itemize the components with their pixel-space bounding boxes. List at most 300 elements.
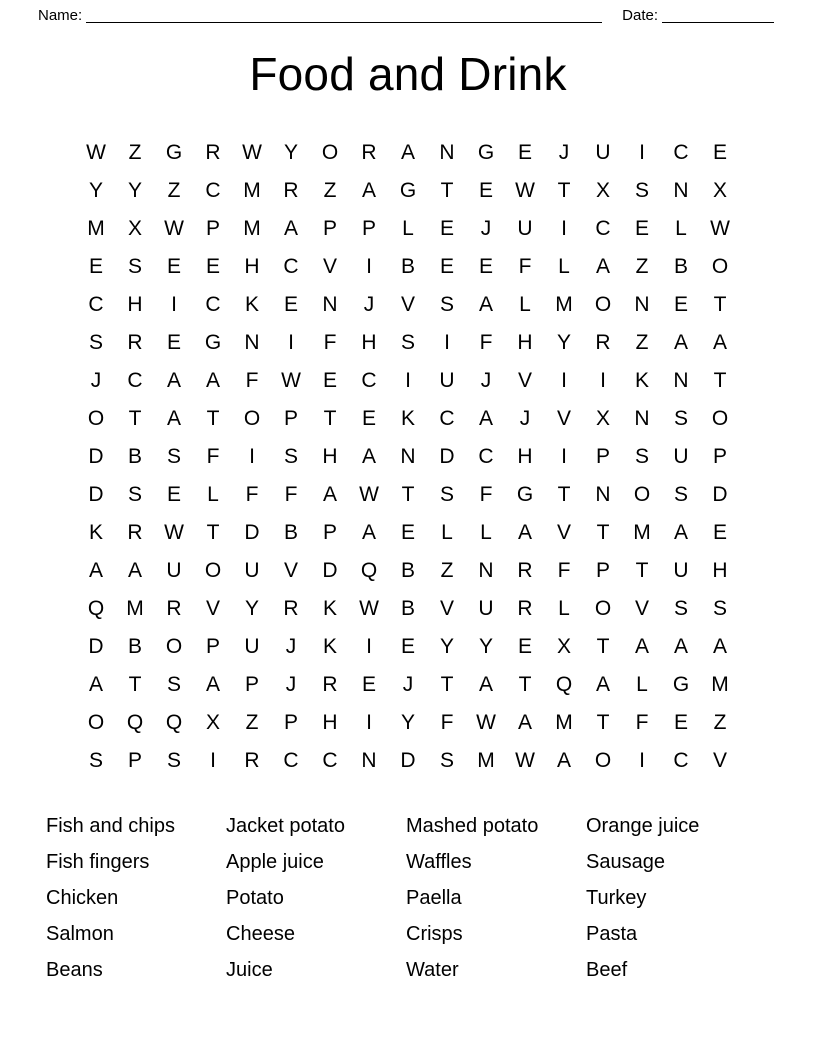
grid-cell: R	[322, 673, 338, 696]
grid-cell: Y	[283, 141, 298, 164]
grid-row	[78, 134, 738, 172]
grid-cell: U	[517, 217, 533, 240]
word-list-item: Sausage	[586, 851, 665, 873]
grid-cell: Y	[400, 711, 415, 734]
grid-cell: K	[88, 521, 103, 544]
grid-cell: H	[244, 255, 260, 278]
grid-cell: E	[400, 521, 415, 544]
grid-cell: N	[634, 293, 650, 316]
grid-cell: P	[283, 711, 298, 734]
grid-cell: Q	[165, 711, 183, 734]
grid-cell: S	[634, 445, 649, 468]
grid-cell: Y	[244, 597, 259, 620]
grid-cell: S	[439, 483, 454, 506]
grid-cell: C	[322, 749, 338, 772]
page-title: Food and Drink	[249, 48, 567, 100]
grid-cell: T	[713, 369, 727, 392]
grid-cell: T	[206, 407, 220, 430]
grid-cell: T	[323, 407, 337, 430]
grid-cell: W	[515, 179, 535, 202]
grid-cell: H	[322, 711, 338, 734]
grid-cell: I	[639, 749, 645, 772]
grid-cell: F	[206, 445, 220, 468]
grid-cell: U	[673, 559, 689, 582]
grid-cell: E	[478, 255, 493, 278]
grid-cell: V	[283, 559, 298, 582]
word-list-item: Beans	[46, 959, 103, 981]
word-list-item: Chicken	[46, 887, 119, 909]
grid-cell: E	[673, 711, 688, 734]
grid-cell: S	[673, 597, 688, 620]
grid-cell: A	[634, 635, 649, 658]
grid-cell: D	[400, 749, 416, 772]
grid-cell: D	[712, 483, 728, 506]
word-list-item: Water	[406, 959, 459, 981]
grid-cell: B	[400, 255, 415, 278]
grid-cell: P	[244, 673, 259, 696]
grid-cell: U	[673, 445, 689, 468]
grid-row	[78, 362, 738, 400]
grid-cell: G	[204, 331, 222, 354]
grid-cell: A	[478, 673, 493, 696]
grid-cell: P	[595, 559, 610, 582]
grid-cell: P	[127, 749, 142, 772]
grid-cell: L	[480, 521, 492, 544]
grid-cell: L	[558, 255, 570, 278]
grid-cell: U	[244, 559, 260, 582]
grid-cell: G	[399, 179, 417, 202]
grid-cell: I	[366, 711, 372, 734]
word-list-item: Potato	[226, 887, 284, 909]
grid-cell: Z	[128, 141, 142, 164]
grid-cell: V	[400, 293, 415, 316]
grid-cell: R	[127, 331, 143, 354]
grid-cell: P	[595, 445, 610, 468]
grid-cell: E	[634, 217, 649, 240]
grid-cell: V	[205, 597, 220, 620]
grid-cell: E	[361, 407, 376, 430]
grid-cell: O	[594, 597, 612, 620]
grid-cell: C	[673, 141, 689, 164]
grid-cell: P	[322, 521, 337, 544]
grid-cell: W	[242, 141, 262, 164]
grid-cell: N	[361, 749, 377, 772]
grid-cell: B	[283, 521, 298, 544]
grid-cell: A	[595, 255, 610, 278]
grid-row	[78, 704, 738, 742]
grid-cell: T	[596, 711, 610, 734]
grid-cell: O	[204, 559, 222, 582]
grid-cell: T	[635, 559, 649, 582]
grid-cell: E	[439, 217, 454, 240]
grid-cell: A	[478, 407, 493, 430]
grid-cell: T	[128, 673, 142, 696]
grid-row	[78, 628, 738, 666]
grid-cell: N	[478, 559, 494, 582]
grid-cell: D	[88, 483, 104, 506]
grid-cell: W	[476, 711, 496, 734]
grid-cell: I	[561, 369, 567, 392]
grid-cell: T	[596, 635, 610, 658]
grid-cell: E	[166, 255, 181, 278]
grid-cell: O	[711, 255, 729, 278]
grid-cell: D	[88, 445, 104, 468]
grid-row	[78, 476, 738, 514]
grid-cell: I	[561, 445, 567, 468]
grid-cell: E	[439, 255, 454, 278]
word-list-item: Waffles	[406, 851, 472, 873]
grid-cell: A	[361, 179, 376, 202]
grid-cell: Q	[126, 711, 144, 734]
grid-cell: E	[361, 673, 376, 696]
grid-cell: M	[243, 179, 261, 202]
grid-cell: R	[517, 597, 533, 620]
grid-cell: A	[673, 635, 688, 658]
grid-row	[78, 172, 738, 210]
grid-cell: N	[595, 483, 611, 506]
grid-cell: U	[439, 369, 455, 392]
grid-cell: W	[710, 217, 730, 240]
grid-cell: S	[166, 673, 181, 696]
grid-cell: B	[673, 255, 688, 278]
grid-cell: H	[361, 331, 377, 354]
grid-cell: E	[478, 179, 493, 202]
grid-cell: E	[166, 331, 181, 354]
grid-cell: Z	[167, 179, 181, 202]
grid-cell: I	[639, 141, 645, 164]
grid-cell: Y	[88, 179, 103, 202]
grid-cell: K	[400, 407, 415, 430]
grid-cell: Z	[440, 559, 454, 582]
grid-cell: A	[517, 521, 532, 544]
grid-cell: T	[128, 407, 142, 430]
grid-cell: V	[322, 255, 337, 278]
grid-row	[78, 324, 738, 362]
grid-cell: S	[127, 255, 142, 278]
grid-cell: R	[517, 559, 533, 582]
grid-cell: S	[673, 483, 688, 506]
grid-cell: Z	[245, 711, 259, 734]
grid-cell: Y	[556, 331, 571, 354]
grid-cell: P	[205, 635, 220, 658]
grid-cell: S	[166, 749, 181, 772]
grid-cell: W	[359, 483, 379, 506]
grid-cell: D	[88, 635, 104, 658]
grid-cell: F	[479, 331, 493, 354]
grid-cell: E	[283, 293, 298, 316]
grid-cell: C	[205, 179, 221, 202]
grid-cell: F	[518, 255, 532, 278]
grid-cell: J	[402, 673, 414, 696]
grid-cell: H	[712, 559, 728, 582]
grid-cell: K	[322, 597, 337, 620]
grid-cell: N	[400, 445, 416, 468]
grid-cell: G	[516, 483, 534, 506]
grid-cell: T	[401, 483, 415, 506]
grid-cell: J	[480, 217, 492, 240]
grid-cell: X	[127, 217, 142, 240]
grid-cell: B	[127, 635, 142, 658]
grid-cell: L	[636, 673, 648, 696]
grid-cell: S	[88, 749, 103, 772]
grid-row	[78, 666, 738, 704]
grid-cell: C	[205, 293, 221, 316]
name-write-line	[86, 8, 602, 23]
grid-cell: I	[405, 369, 411, 392]
grid-cell: M	[633, 521, 651, 544]
grid-cell: Z	[635, 331, 649, 354]
grid-cell: K	[244, 293, 259, 316]
grid-cell: O	[87, 407, 105, 430]
grid-cell: C	[127, 369, 143, 392]
grid-cell: I	[249, 445, 255, 468]
grid-cell: K	[322, 635, 337, 658]
word-list-item: Salmon	[46, 923, 114, 945]
date-write-line	[662, 8, 774, 23]
grid-cell: X	[205, 711, 220, 734]
grid-cell: W	[281, 369, 301, 392]
grid-cell: G	[477, 141, 495, 164]
grid-cell: N	[673, 179, 689, 202]
grid-cell: S	[88, 331, 103, 354]
grid-cell: O	[87, 711, 105, 734]
grid-cell: Z	[635, 255, 649, 278]
grid-cell: G	[165, 141, 183, 164]
grid-cell: Z	[323, 179, 337, 202]
grid-cell: P	[322, 217, 337, 240]
grid-cell: D	[322, 559, 338, 582]
grid-cell: W	[515, 749, 535, 772]
grid-cell: E	[517, 141, 532, 164]
grid-cell: I	[444, 331, 450, 354]
grid-cell: V	[556, 521, 571, 544]
grid-cell: P	[712, 445, 727, 468]
grid-cell: F	[557, 559, 571, 582]
grid-cell: N	[673, 369, 689, 392]
grid-cell: O	[711, 407, 729, 430]
grid-cell: O	[633, 483, 651, 506]
grid-cell: I	[366, 635, 372, 658]
grid-cell: N	[634, 407, 650, 430]
grid-cell: M	[243, 217, 261, 240]
grid-cell: E	[205, 255, 220, 278]
grid-cell: A	[673, 331, 688, 354]
grid-cell: J	[480, 369, 492, 392]
grid-cell: S	[400, 331, 415, 354]
grid-cell: E	[712, 141, 727, 164]
grid-cell: W	[164, 217, 184, 240]
grid-cell: H	[517, 331, 533, 354]
grid-cell: A	[205, 673, 220, 696]
grid-cell: H	[322, 445, 338, 468]
grid-cell: T	[440, 179, 454, 202]
grid-cell: F	[635, 711, 649, 734]
grid-cell: C	[361, 369, 377, 392]
grid-cell: X	[595, 179, 610, 202]
grid-cell: F	[479, 483, 493, 506]
grid-cell: N	[322, 293, 338, 316]
grid-cell: Q	[87, 597, 105, 620]
grid-cell: T	[557, 179, 571, 202]
grid-cell: W	[164, 521, 184, 544]
grid-row	[78, 400, 738, 438]
grid-cell: U	[595, 141, 611, 164]
grid-cell: M	[711, 673, 729, 696]
grid-cell: M	[87, 217, 105, 240]
grid-cell: E	[166, 483, 181, 506]
grid-cell: C	[283, 255, 299, 278]
grid-cell: A	[517, 711, 532, 734]
grid-cell: X	[595, 407, 610, 430]
grid-row	[78, 552, 738, 590]
grid-cell: B	[400, 597, 415, 620]
grid-cell: S	[439, 749, 454, 772]
grid-cell: R	[283, 179, 299, 202]
grid-cell: U	[166, 559, 182, 582]
grid-cell: R	[127, 521, 143, 544]
word-list-item: Fish and chips	[46, 815, 175, 837]
grid-cell: I	[600, 369, 606, 392]
grid-cell: R	[595, 331, 611, 354]
grid-cell: L	[441, 521, 453, 544]
grid-cell: A	[556, 749, 571, 772]
grid-cell: D	[439, 445, 455, 468]
grid-cell: A	[166, 369, 181, 392]
grid-cell: G	[672, 673, 690, 696]
grid-cell: I	[288, 331, 294, 354]
grid-cell: A	[712, 331, 727, 354]
grid-cell: R	[283, 597, 299, 620]
grid-cell: K	[634, 369, 649, 392]
grid-cell: Q	[555, 673, 573, 696]
grid-cell: E	[88, 255, 103, 278]
grid-cell: L	[675, 217, 687, 240]
grid-cell: D	[244, 521, 260, 544]
grid-cell: M	[555, 711, 573, 734]
grid-cell: V	[634, 597, 649, 620]
grid-cell: H	[127, 293, 143, 316]
grid-cell: A	[673, 521, 688, 544]
grid-cell: F	[245, 483, 259, 506]
grid-cell: C	[88, 293, 104, 316]
word-list-item: Crisps	[406, 923, 463, 945]
word-list-column	[226, 808, 406, 988]
grid-cell: A	[361, 445, 376, 468]
name-label: Name:	[38, 7, 83, 24]
grid-cell: F	[440, 711, 454, 734]
grid-cell: O	[321, 141, 339, 164]
word-list-item: Orange juice	[586, 815, 700, 837]
grid-cell: C	[595, 217, 611, 240]
grid-cell: J	[363, 293, 375, 316]
grid-cell: V	[517, 369, 532, 392]
grid-cell: A	[595, 673, 610, 696]
word-list-item: Beef	[586, 959, 628, 981]
word-list-item: Turkey	[586, 887, 647, 909]
grid-cell: L	[207, 483, 219, 506]
grid-cell: T	[440, 673, 454, 696]
word-list-item: Jacket potato	[226, 815, 345, 837]
grid-cell: F	[323, 331, 337, 354]
grid-cell: H	[517, 445, 533, 468]
grid-cell: S	[673, 407, 688, 430]
grid-cell: O	[243, 407, 261, 430]
grid-cell: L	[558, 597, 570, 620]
grid-cell: A	[322, 483, 337, 506]
grid-cell: C	[478, 445, 494, 468]
word-list-item: Mashed potato	[406, 815, 539, 837]
grid-cell: T	[518, 673, 532, 696]
grid-cell: R	[166, 597, 182, 620]
grid-cell: Q	[360, 559, 378, 582]
header-row	[36, 6, 780, 24]
grid-cell: A	[205, 369, 220, 392]
word-list-item: Cheese	[226, 923, 295, 945]
grid-cell: S	[283, 445, 298, 468]
grid-cell: B	[127, 445, 142, 468]
grid-cell: N	[439, 141, 455, 164]
word-list	[46, 808, 786, 988]
grid-cell: O	[165, 635, 183, 658]
grid-cell: V	[712, 749, 727, 772]
grid-cell: O	[594, 293, 612, 316]
grid-cell: T	[713, 293, 727, 316]
grid-cell: W	[86, 141, 106, 164]
grid-cell: E	[712, 521, 727, 544]
word-list-item: Apple juice	[226, 851, 324, 873]
grid-cell: J	[519, 407, 531, 430]
grid-cell: S	[166, 445, 181, 468]
grid-cell: X	[556, 635, 571, 658]
grid-cell: E	[673, 293, 688, 316]
grid-cell: F	[245, 369, 259, 392]
grid-cell: S	[439, 293, 454, 316]
word-list-item: Paella	[406, 887, 462, 909]
grid-cell: U	[478, 597, 494, 620]
grid-cell: A	[127, 559, 142, 582]
grid-cell: Z	[713, 711, 727, 734]
grid-cell: W	[359, 597, 379, 620]
word-list-item: Pasta	[586, 923, 638, 945]
grid-cell: T	[206, 521, 220, 544]
grid-cell: V	[439, 597, 454, 620]
grid-cell: X	[712, 179, 727, 202]
grid-cell: E	[322, 369, 337, 392]
grid-cell: M	[555, 293, 573, 316]
grid-cell: R	[361, 141, 377, 164]
grid-cell: R	[244, 749, 260, 772]
grid-cell: P	[205, 217, 220, 240]
grid-cell: I	[171, 293, 177, 316]
date-label: Date:	[622, 7, 658, 24]
word-list-item: Fish fingers	[46, 851, 150, 873]
grid-cell: C	[673, 749, 689, 772]
grid-cell: A	[361, 521, 376, 544]
grid-cell: S	[712, 597, 727, 620]
grid-row	[78, 590, 738, 628]
grid-cell: U	[244, 635, 260, 658]
grid-cell: T	[557, 483, 571, 506]
grid-cell: M	[126, 597, 144, 620]
grid-cell: I	[561, 217, 567, 240]
grid-cell: J	[285, 673, 297, 696]
grid-cell: I	[210, 749, 216, 772]
grid-cell: F	[284, 483, 298, 506]
grid-cell: Y	[439, 635, 454, 658]
grid-cell: M	[477, 749, 495, 772]
grid-cell: Y	[127, 179, 142, 202]
grid-cell: T	[596, 521, 610, 544]
